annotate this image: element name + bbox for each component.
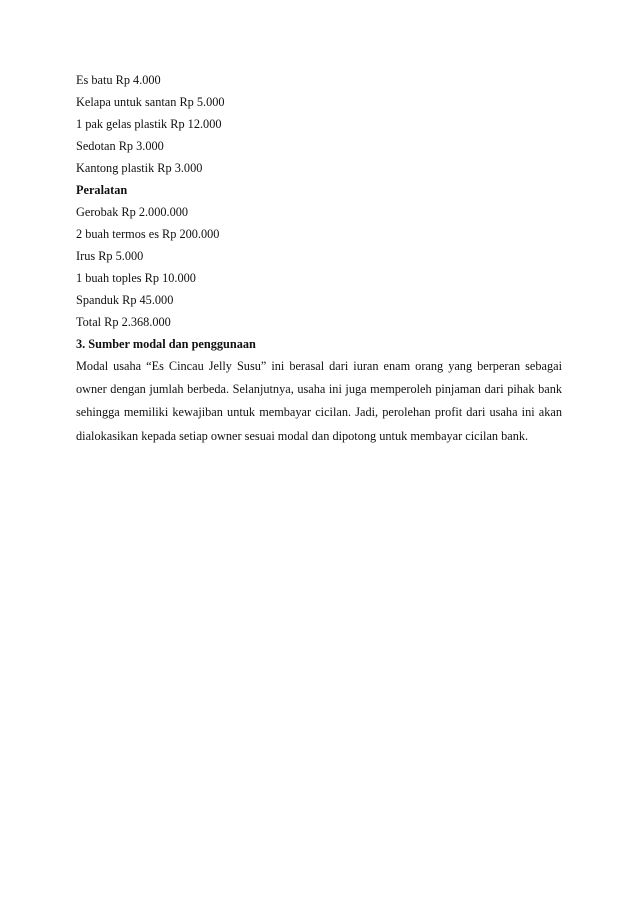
list-item: Sedotan Rp 3.000 bbox=[76, 139, 164, 153]
section-heading: 3. Sumber modal dan penggunaan bbox=[76, 337, 256, 351]
equipment-heading: Peralatan bbox=[76, 183, 128, 197]
list-item: Spanduk Rp 45.000 bbox=[76, 293, 174, 307]
list-item: Irus Rp 5.000 bbox=[76, 249, 144, 263]
document-content bbox=[76, 69, 562, 448]
list-item: 2 buah termos es Rp 200.000 bbox=[76, 227, 220, 241]
list-item: Es batu Rp 4.000 bbox=[76, 73, 161, 87]
section-paragraph: Modal usaha “Es Cincau Jelly Susu” ini berasal dari iuran enam orang yang berperan sebagai owner dengan jumlah berbeda. Selanjutnya, usaha ini juga memperoleh pinjaman dari pihak bank sehingga memiliki kewajiban untuk membayar cicilan. Jadi, perolehan profit dari usaha ini akan dialokasikan kepada setiap owner sesuai modal dan dipotong untuk membayar cicilan bank. bbox=[76, 359, 562, 443]
list-item: Kelapa untuk santan Rp 5.000 bbox=[76, 95, 225, 109]
total-line: Total Rp 2.368.000 bbox=[76, 315, 171, 329]
list-item: Kantong plastik Rp 3.000 bbox=[76, 161, 203, 175]
list-item: 1 pak gelas plastik Rp 12.000 bbox=[76, 117, 222, 131]
list-item: 1 buah toples Rp 10.000 bbox=[76, 271, 196, 285]
list-item: Gerobak Rp 2.000.000 bbox=[76, 205, 189, 219]
